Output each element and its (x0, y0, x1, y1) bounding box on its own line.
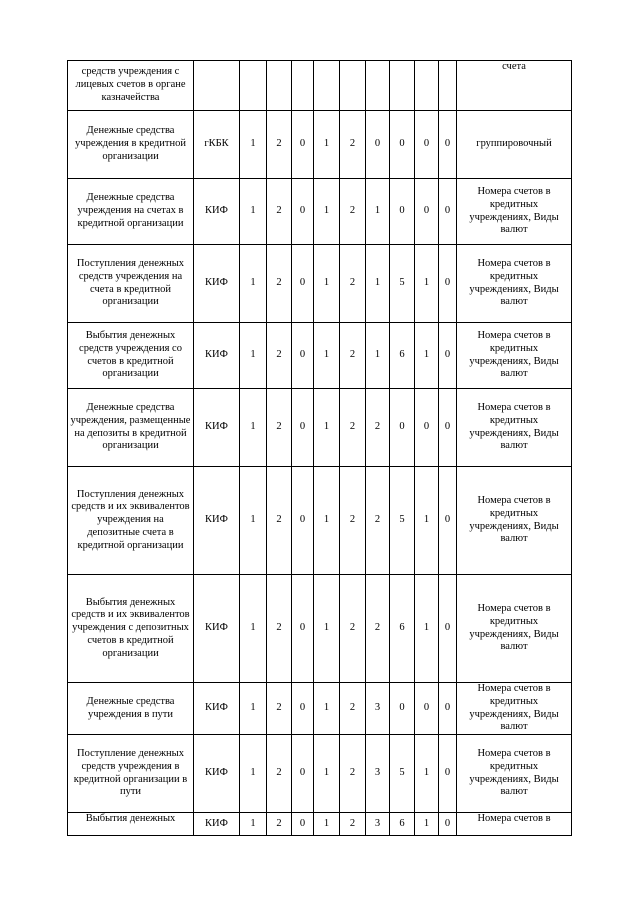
account-digit-cell: 0 (415, 111, 439, 179)
account-digit-cell: 1 (366, 245, 390, 323)
account-digit-cell: 3 (366, 813, 390, 836)
code-type-cell: КИФ (194, 245, 240, 323)
code-type-cell: КИФ (194, 179, 240, 245)
account-digit-cell: 1 (240, 245, 267, 323)
account-digit-cell: 1 (415, 813, 439, 836)
account-digit-cell: 0 (292, 467, 314, 575)
account-name-cell: средств учреждения с лицевых счетов в органе казначейства (68, 61, 194, 111)
code-type-cell: КИФ (194, 575, 240, 683)
account-digit-cell: 1 (415, 323, 439, 389)
account-digit-cell: 0 (292, 813, 314, 836)
account-name-cell: Выбытия денежных средств учреждения со счетов в кредитной организации (68, 323, 194, 389)
account-digit-cell: 1 (415, 735, 439, 813)
code-type-cell: КИФ (194, 389, 240, 467)
table-row (68, 735, 572, 813)
code-type-cell: гКБК (194, 111, 240, 179)
account-digit-cell: 2 (267, 111, 292, 179)
table-row (68, 179, 572, 245)
account-name-cell: Денежные средства учреждения в кредитной организации (68, 111, 194, 179)
account-digit-cell: 0 (439, 467, 457, 575)
account-digit-cell: 2 (340, 735, 366, 813)
account-name-cell: Выбытия денежных (68, 813, 194, 836)
account-digit-cell: 0 (292, 575, 314, 683)
account-digit-cell (415, 61, 439, 111)
account-digit-cell: 0 (415, 179, 439, 245)
account-digit-cell: 1 (314, 735, 340, 813)
account-digit-cell: 0 (439, 575, 457, 683)
account-digit-cell: 1 (314, 323, 340, 389)
account-digit-cell: 1 (240, 389, 267, 467)
analytics-note-cell: Номера счетов в кредитных учреждениях, Виды валют (457, 179, 572, 245)
account-digit-cell: 6 (390, 813, 415, 836)
account-digit-cell: 2 (340, 389, 366, 467)
account-digit-cell: 0 (292, 683, 314, 735)
account-digit-cell: 1 (415, 245, 439, 323)
account-digit-cell: 1 (240, 111, 267, 179)
account-name-cell: Поступления денежных средств и их эквивалентов учреждения на депозитные счета в кредитной организации (68, 467, 194, 575)
account-digit-cell: 1 (366, 179, 390, 245)
account-digit-cell: 2 (267, 813, 292, 836)
account-digit-cell: 2 (340, 323, 366, 389)
account-digit-cell: 2 (267, 575, 292, 683)
account-digit-cell: 5 (390, 245, 415, 323)
account-digit-cell: 0 (292, 179, 314, 245)
account-digit-cell: 5 (390, 467, 415, 575)
account-digit-cell: 2 (366, 467, 390, 575)
account-digit-cell: 6 (390, 323, 415, 389)
table-row (68, 245, 572, 323)
account-digit-cell (314, 61, 340, 111)
account-digit-cell: 2 (340, 575, 366, 683)
account-name-cell: Поступление денежных средств учреждения в кредитной организации в пути (68, 735, 194, 813)
account-digit-cell: 1 (240, 735, 267, 813)
account-digit-cell: 0 (439, 179, 457, 245)
account-digit-cell: 2 (366, 575, 390, 683)
code-type-cell: КИФ (194, 735, 240, 813)
account-digit-cell: 6 (390, 575, 415, 683)
account-digit-cell: 0 (439, 813, 457, 836)
account-digit-cell (267, 61, 292, 111)
account-digit-cell: 0 (439, 735, 457, 813)
account-digit-cell: 1 (240, 179, 267, 245)
account-digit-cell: 1 (240, 813, 267, 836)
account-digit-cell: 1 (415, 575, 439, 683)
analytics-note-cell: Номера счетов в кредитных учреждениях, Виды валют (457, 735, 572, 813)
account-digit-cell: 2 (340, 813, 366, 836)
account-digit-cell (240, 61, 267, 111)
table-row (68, 683, 572, 735)
account-digit-cell (340, 61, 366, 111)
table-row (68, 323, 572, 389)
account-name-cell: Выбытия денежных средств и их эквивалентов учреждения с депозитных счетов в кредитной организации (68, 575, 194, 683)
analytics-note-cell: Номера счетов в кредитных учреждениях, Виды валют (457, 389, 572, 467)
account-digit-cell: 0 (439, 389, 457, 467)
account-digit-cell: 1 (240, 323, 267, 389)
account-digit-cell: 2 (267, 389, 292, 467)
account-digit-cell (292, 61, 314, 111)
account-digit-cell: 2 (340, 111, 366, 179)
code-type-cell: КИФ (194, 813, 240, 836)
account-digit-cell: 1 (314, 813, 340, 836)
account-digit-cell: 2 (340, 245, 366, 323)
account-digit-cell: 0 (390, 389, 415, 467)
account-name-cell: Денежные средства учреждения, размещенные на депозиты в кредитной организации (68, 389, 194, 467)
account-digit-cell: 0 (415, 389, 439, 467)
account-digit-cell (366, 61, 390, 111)
account-digit-cell: 2 (267, 467, 292, 575)
account-digit-cell: 1 (314, 389, 340, 467)
analytics-note-cell: Номера счетов в кредитных учреждениях, Виды валют (457, 467, 572, 575)
code-type-cell: КИФ (194, 683, 240, 735)
code-type-cell: КИФ (194, 323, 240, 389)
account-name-cell: Денежные средства учреждения в пути (68, 683, 194, 735)
accounts-table (67, 60, 572, 836)
account-digit-cell: 0 (439, 323, 457, 389)
analytics-note-cell: Номера счетов в кредитных учреждениях, Виды валют (457, 683, 572, 735)
code-type-cell: КИФ (194, 467, 240, 575)
account-digit-cell: 0 (415, 683, 439, 735)
account-digit-cell: 2 (267, 179, 292, 245)
account-digit-cell: 2 (366, 389, 390, 467)
analytics-note-cell: Номера счетов в (457, 813, 572, 836)
account-digit-cell: 1 (314, 245, 340, 323)
table-body (68, 61, 572, 836)
table-row (68, 575, 572, 683)
account-digit-cell: 1 (314, 111, 340, 179)
account-digit-cell: 1 (314, 683, 340, 735)
analytics-note-cell: счета (457, 61, 572, 111)
account-digit-cell: 1 (314, 179, 340, 245)
account-digit-cell: 0 (292, 111, 314, 179)
table-row (68, 111, 572, 179)
account-digit-cell: 2 (267, 245, 292, 323)
account-digit-cell (390, 61, 415, 111)
table-row (68, 389, 572, 467)
account-digit-cell: 2 (267, 735, 292, 813)
account-digit-cell: 1 (240, 575, 267, 683)
account-digit-cell: 0 (439, 245, 457, 323)
table-row (68, 467, 572, 575)
account-digit-cell: 1 (415, 467, 439, 575)
account-digit-cell: 2 (267, 683, 292, 735)
account-digit-cell: 0 (292, 245, 314, 323)
account-digit-cell: 3 (366, 735, 390, 813)
account-digit-cell: 0 (439, 683, 457, 735)
account-digit-cell: 0 (366, 111, 390, 179)
account-name-cell: Поступления денежных средств учреждения на счета в кредитной организации (68, 245, 194, 323)
analytics-note-cell: Номера счетов в кредитных учреждениях, Виды валют (457, 245, 572, 323)
account-digit-cell: 0 (292, 323, 314, 389)
account-digit-cell: 2 (340, 179, 366, 245)
code-type-cell (194, 61, 240, 111)
account-digit-cell: 2 (340, 683, 366, 735)
account-digit-cell: 2 (340, 467, 366, 575)
account-digit-cell: 0 (292, 389, 314, 467)
account-digit-cell: 0 (390, 111, 415, 179)
account-digit-cell: 3 (366, 683, 390, 735)
account-digit-cell (439, 61, 457, 111)
analytics-note-cell: Номера счетов в кредитных учреждениях, Виды валют (457, 323, 572, 389)
analytics-note-cell: группировочный (457, 111, 572, 179)
account-digit-cell: 1 (366, 323, 390, 389)
account-digit-cell: 1 (240, 683, 267, 735)
table-row (68, 813, 572, 836)
account-digit-cell: 1 (314, 467, 340, 575)
analytics-note-cell: Номера счетов в кредитных учреждениях, Виды валют (457, 575, 572, 683)
account-digit-cell: 1 (314, 575, 340, 683)
account-name-cell: Денежные средства учреждения на счетах в кредитной организации (68, 179, 194, 245)
table-row (68, 61, 572, 111)
account-digit-cell: 0 (292, 735, 314, 813)
account-digit-cell: 1 (240, 467, 267, 575)
account-digit-cell: 5 (390, 735, 415, 813)
account-digit-cell: 0 (390, 683, 415, 735)
account-digit-cell: 0 (390, 179, 415, 245)
account-digit-cell: 0 (439, 111, 457, 179)
account-digit-cell: 2 (267, 323, 292, 389)
